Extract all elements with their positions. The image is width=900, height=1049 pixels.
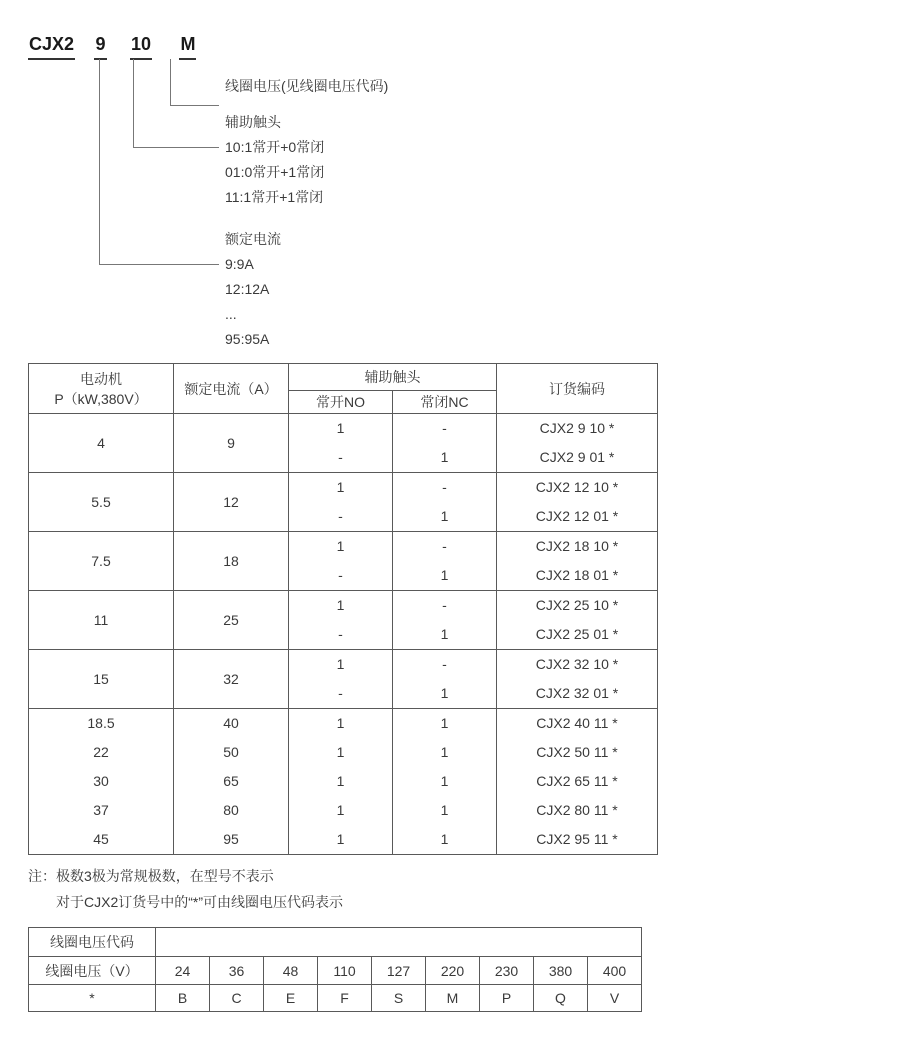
model-code-series: CJX2 [28,34,75,60]
table-header-row [29,364,658,391]
aux-nc-value: 1 [440,802,449,818]
aux-no-value: - [338,685,343,701]
order-code-value: CJX2 18 10 * [535,538,619,554]
voltage-value: 220 [426,957,480,985]
aux-nc-value: 1 [440,831,449,847]
voltage-value: 110 [318,957,372,985]
note-line-2: 对于CJX2订货号中的“*”可由线圈电压代码表示 [56,894,344,910]
aux-nc-value: - [442,656,447,672]
rated-current-cell: 32 [174,650,289,709]
aux-no-value: 1 [336,597,345,613]
model-code-current: 9 [94,34,106,60]
header-motor-line2: P（kW,380V） [54,390,148,407]
aux-nc-value: 1 [440,744,449,760]
voltage-code: B [156,985,210,1012]
aux-nc-value: 1 [440,715,449,731]
order-code-value: CJX2 40 11 * [536,715,618,731]
aux-nc-value: 1 [440,449,449,465]
aux-no-value: 1 [336,538,345,554]
motor-power-cell: 11 [29,591,174,650]
table-row [29,414,658,473]
table-row [29,532,658,591]
selection-table [28,363,658,855]
motor-power-value: 18.5 [87,715,115,731]
order-code-value: CJX2 18 01 * [535,567,619,583]
selection-table-body [29,414,658,855]
aux-no-value: 1 [336,715,345,731]
voltage-code: P [480,985,534,1012]
aux-no-value: - [338,626,343,642]
aux-no-value: 1 [336,831,345,847]
header-rated-current: 额定电流（A） [174,364,289,414]
order-code-cell [497,709,658,855]
order-code-cell [497,591,658,650]
model-code [28,34,196,60]
rated-current-value: 65 [223,773,239,789]
order-code-value: CJX2 9 01 * [539,449,615,465]
table-row [29,473,658,532]
coil-voltage-table-body [29,928,642,1012]
table-row [29,591,658,650]
motor-power-value: 30 [93,773,109,789]
aux-nc-value: 1 [440,685,449,701]
rated-current-cell: 9 [174,414,289,473]
rated-current-ellipsis: ... [225,306,237,322]
aux-no-value: 1 [336,802,345,818]
aux-no-value: 1 [336,773,345,789]
table-row [29,928,642,957]
coil-voltage-table [28,927,642,1012]
rated-current-option: 9:9A [225,256,254,272]
voltage-value: 400 [588,957,642,985]
motor-power-value: 45 [93,831,109,847]
table-row [29,957,642,985]
rated-current-value: 95 [223,831,239,847]
header-motor-line1: 电动机 [80,370,122,387]
order-code-cell [497,532,658,591]
order-code-value: CJX2 32 10 * [535,656,619,672]
aux-no-cell [289,473,393,532]
rated-current-value: 50 [223,744,239,760]
pointer-line-aux-vertical [133,59,134,147]
voltage-value: 36 [210,957,264,985]
aux-no-value: 1 [336,420,345,436]
voltage-row-label: 线圈电压（V） [29,957,156,985]
aux-no-value: - [338,567,343,583]
aux-nc-value: - [442,479,447,495]
aux-contact-option: 10:1常开+0常闭 [225,139,325,155]
aux-nc-cell [393,473,497,532]
voltage-value: 230 [480,957,534,985]
motor-power-cell: 5.5 [29,473,174,532]
motor-power-cell: 7.5 [29,532,174,591]
voltage-code: C [210,985,264,1012]
rated-current-value: 40 [223,715,239,731]
aux-no-cell [289,414,393,473]
voltage-value: 48 [264,957,318,985]
order-code-value: CJX2 25 10 * [535,597,619,613]
table-row [29,985,642,1012]
table-row-merged [29,709,658,855]
motor-power-value: 22 [93,744,109,760]
order-code-value: CJX2 25 01 * [535,626,619,642]
aux-no-cell [289,591,393,650]
aux-no-cell [289,650,393,709]
note-line-1: 注：极数3极为常规极数，在型号不表示 [28,868,274,884]
order-code-cell [497,414,658,473]
voltage-code: S [372,985,426,1012]
order-code-cell [497,473,658,532]
header-motor-power [29,364,174,414]
rated-current-cell [174,709,289,855]
rated-current-value: 80 [223,802,239,818]
coil-voltage-label: 线圈电压(见线圈电压代码) [225,78,389,94]
motor-power-cell: 4 [29,414,174,473]
table-row [29,650,658,709]
pointer-line-voltage-vertical [170,59,171,105]
header-aux-contact: 辅助触头 [289,364,497,391]
voltage-value: 127 [372,957,426,985]
aux-nc-cell [393,650,497,709]
motor-power-cell [29,709,174,855]
voltage-code: E [264,985,318,1012]
order-code-cell [497,650,658,709]
voltage-code: F [318,985,372,1012]
rated-current-option: 12:12A [225,281,270,297]
rated-current-cell: 25 [174,591,289,650]
aux-no-value: 1 [336,479,345,495]
aux-nc-cell [393,591,497,650]
rated-current-title: 额定电流 [225,231,281,247]
aux-nc-value: 1 [440,508,449,524]
aux-nc-value: - [442,597,447,613]
order-code-value: CJX2 80 11 * [536,802,618,818]
order-code-value: CJX2 9 10 * [539,420,615,436]
aux-no-value: - [338,449,343,465]
order-code-value: CJX2 12 01 * [535,508,619,524]
aux-no-value: 1 [336,744,345,760]
aux-contact-option: 01:0常开+1常闭 [225,164,325,180]
selection-table-head [29,364,658,414]
aux-contact-title: 辅助触头 [225,114,281,130]
aux-nc-cell [393,709,497,855]
rated-current-option: 95:95A [225,331,270,347]
header-no: 常开NO [289,391,393,414]
voltage-code: Q [534,985,588,1012]
order-code-value: CJX2 12 10 * [535,479,619,495]
header-nc: 常闭NC [393,391,497,414]
voltage-value: 24 [156,957,210,985]
aux-no-cell [289,532,393,591]
order-code-value: CJX2 50 11 * [536,744,618,760]
aux-nc-value: - [442,420,447,436]
voltage-code: V [588,985,642,1012]
rated-current-cell: 12 [174,473,289,532]
motor-power-value: 37 [93,802,109,818]
header-order-code: 订货编码 [497,364,658,414]
aux-nc-value: 1 [440,773,449,789]
model-code-voltage: M [179,34,196,60]
pointer-line-current-horizontal [99,264,219,265]
aux-nc-value: 1 [440,626,449,642]
pointer-line-voltage-horizontal [170,105,219,106]
voltage-table-title-spacer [156,928,642,957]
aux-contact-option: 11:1常开+1常闭 [225,189,324,205]
voltage-code: M [426,985,480,1012]
aux-nc-value: 1 [440,567,449,583]
pointer-line-aux-horizontal [133,147,219,148]
rated-current-cell: 18 [174,532,289,591]
aux-nc-value: - [442,538,447,554]
aux-no-value: - [338,508,343,524]
aux-no-value: 1 [336,656,345,672]
order-code-value: CJX2 95 11 * [536,831,618,847]
star-row-label: * [29,985,156,1012]
pointer-line-current-vertical [99,59,100,264]
aux-nc-cell [393,532,497,591]
voltage-table-title: 线圈电压代码 [29,928,156,957]
order-code-value: CJX2 32 01 * [535,685,619,701]
model-code-aux: 10 [130,34,152,60]
aux-nc-cell [393,414,497,473]
motor-power-cell: 15 [29,650,174,709]
order-code-value: CJX2 65 11 * [536,773,618,789]
voltage-value: 380 [534,957,588,985]
aux-no-cell [289,709,393,855]
